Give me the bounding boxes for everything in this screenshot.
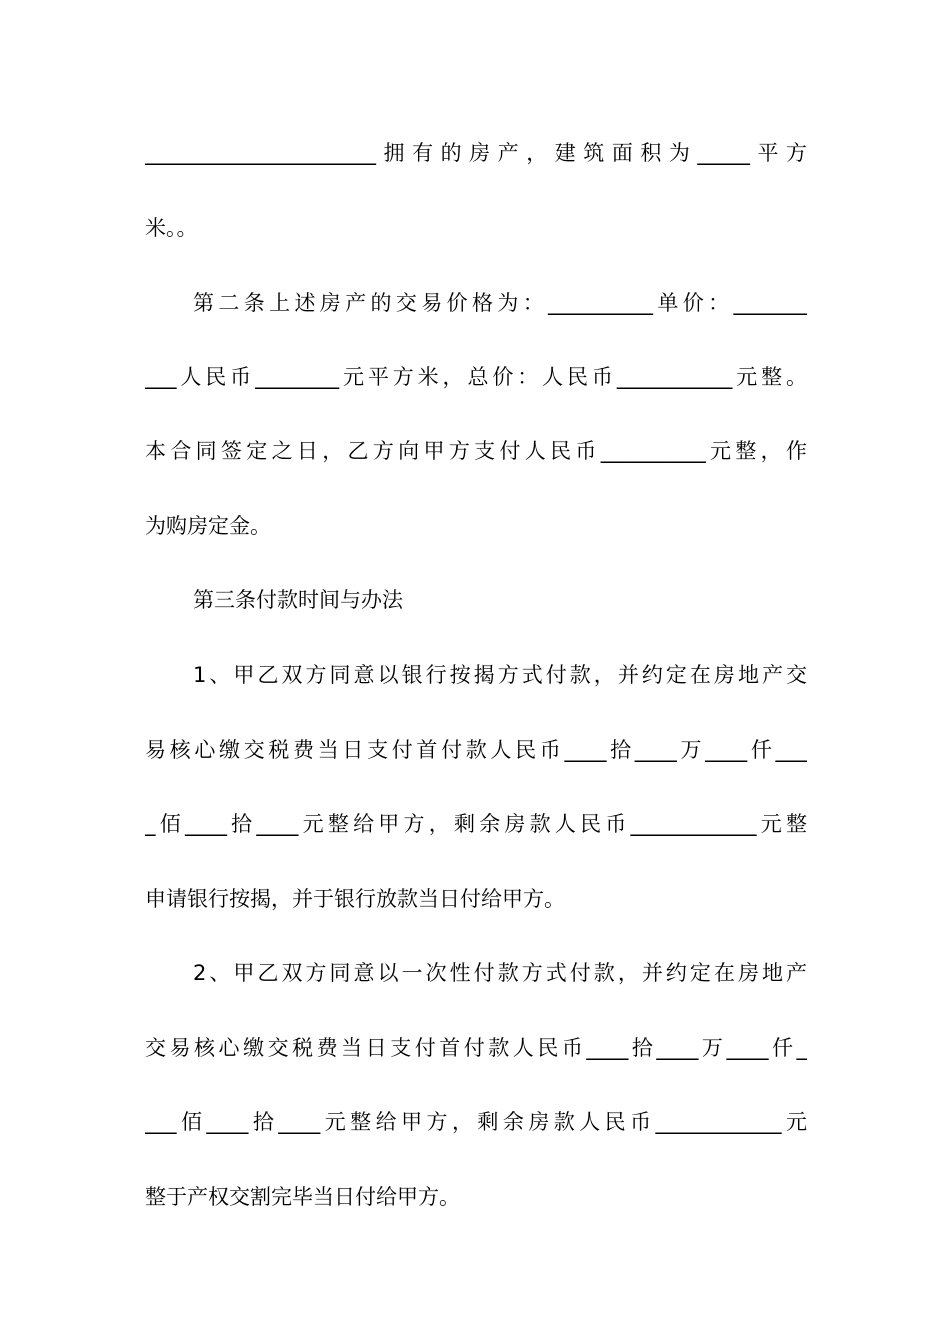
text-line: 整于产权交割完毕当日付给甲方。 — [145, 1185, 460, 1209]
text-line: 米。。 — [145, 216, 198, 240]
text-line: 交易核心缴交税费当日支付首付款人民币____拾____万____仟_ — [145, 1036, 807, 1060]
text-line: ___佰____拾____元整给甲方，剩余房款人民币____________元 — [145, 1110, 807, 1134]
text-line: ___人民币________元平方米，总价：人民币___________元整。 — [145, 365, 807, 389]
text-line: 为购房定金。 — [145, 514, 271, 538]
text-line: 易核心缴交税费当日支付首付款人民币____拾____万____仟___ — [145, 738, 807, 762]
text-line: 申请银行按揭，并于银行放款当日付给甲方。 — [145, 887, 565, 911]
text-line: ______________________拥有的房产，建筑面积为_____平方 — [145, 141, 807, 165]
section-heading: 第三条付款时间与办法 — [193, 588, 403, 612]
text-line: 2、甲乙双方同意以一次性付款方式付款，并约定在房地产 — [193, 961, 807, 985]
text-line: 第二条上述房产的交易价格为：__________单价：_______ — [193, 291, 807, 315]
text-line: 本合同签定之日，乙方向甲方支付人民币__________元整，作 — [145, 439, 807, 463]
text-line: 1、甲乙双方同意以银行按揭方式付款，并约定在房地产交 — [193, 663, 807, 687]
text-line: _佰____拾____元整给甲方，剩余房款人民币____________元整 — [145, 812, 807, 836]
